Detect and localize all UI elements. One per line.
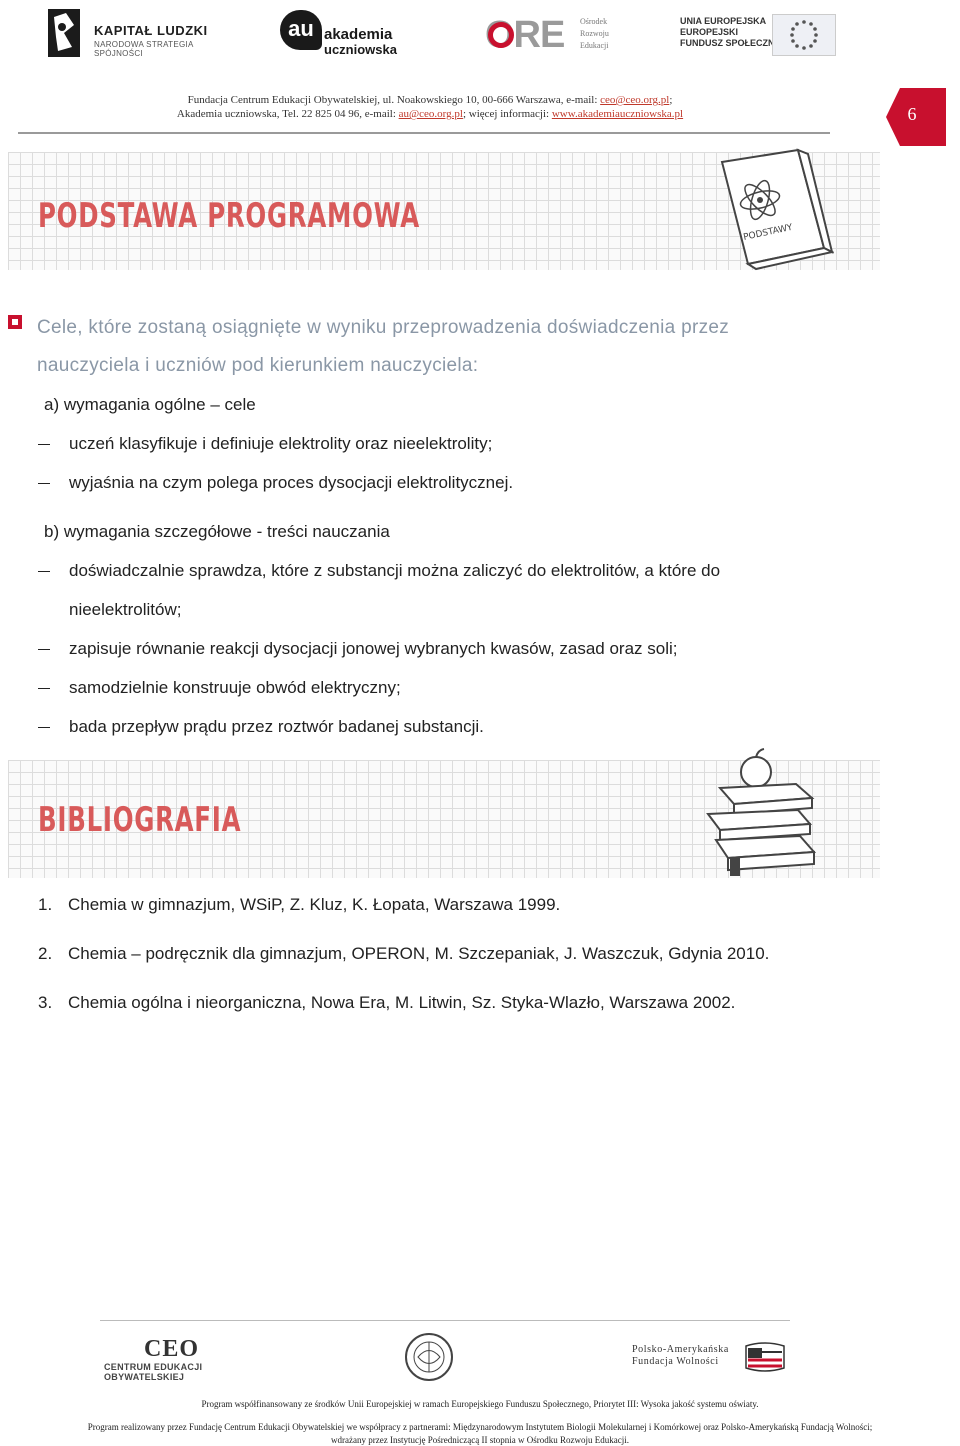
list-item: samodzielnie konstruuje obwód elektryczny; — [69, 678, 401, 697]
contact-au-text: Akademia uczniowska, Tel. 22 825 04 96, e-mail: — [176, 108, 399, 120]
list-item: wyjaśnia na czym polega proces dysocjacji elektrolitycznej. — [69, 473, 514, 492]
pafw-line: Polsko-Amerykańska — [632, 1344, 729, 1355]
list-dash — [38, 571, 50, 572]
list-dash — [38, 483, 50, 484]
detailed-requirements-label: b) wymagania szczegółowe - treści nauczania — [44, 522, 390, 541]
akademia-uczniowska-logo — [280, 10, 405, 58]
akademia-line2: uczniowska — [324, 42, 397, 57]
header-divider — [18, 132, 830, 134]
footer-cofinancing-note: Program współfinansowany ze środków Unii Europejskiej w ramach Europejskiego Funduszu Społecznego, Priorytet III: Wysoka jakość systemu oświaty. — [201, 1399, 759, 1409]
ore-mark: ORE — [485, 14, 565, 56]
ore-logo — [485, 12, 625, 56]
banner-title: PODSTAWA PROGRAMOWA — [38, 196, 420, 236]
list-item-continuation: nieelektrolitów; — [69, 600, 182, 619]
goals-heading-line: nauczyciela i uczniów pod kierunkiem nauczyciela: — [37, 355, 479, 376]
section-bullet-icon — [8, 315, 22, 329]
ore-text-line: Edukacji — [580, 41, 609, 50]
kapital-ludzki-logo — [40, 5, 230, 63]
au-email-link[interactable]: au@ceo.org.pl — [398, 108, 463, 120]
page-number: 6 — [907, 104, 917, 124]
pafw-text — [632, 1344, 729, 1368]
ue-text-line: FUNDUSZ SPOŁECZNY — [680, 38, 781, 48]
ue-text-line: EUROPEJSKI — [680, 27, 739, 37]
pafw-logo — [632, 1340, 792, 1380]
banner-title: BIBLIOGRAFIA — [38, 800, 242, 840]
bibliography-text: Chemia ogólna i nieorganiczna, Nowa Era, M. Litwin, Sz. Styka-Wlazło, Warszawa 2002. — [68, 993, 736, 1012]
ceo-mark: CEO — [144, 1336, 200, 1362]
header-logos — [0, 0, 960, 70]
bibliography-text: Chemia – podręcznik dla gimnazjum, OPERON, M. Szczepaniak, J. Waszczuk, Gdynia 2010. — [68, 944, 770, 963]
general-requirements-label: a) wymagania ogólne – cele — [44, 395, 256, 414]
list-dash — [38, 444, 50, 445]
list-item: bada przepływ prądu przez roztwór badanej substancji. — [69, 717, 484, 736]
ore-text-line: Ośrodek — [580, 17, 608, 26]
ore-ring-icon — [488, 22, 514, 48]
contact-line-ceo — [0, 94, 860, 106]
ue-text-line: UNIA EUROPEJSKA — [680, 16, 767, 26]
ore-text-line: Rozwoju — [580, 29, 609, 38]
bibliography-number: 2. — [38, 944, 53, 963]
contact-au-middle: ; więcej informacji: — [462, 108, 552, 120]
ceo-logo — [104, 1336, 264, 1382]
ceo-email-link[interactable]: ceo@ceo.org.pl — [600, 94, 670, 106]
list-dash — [38, 649, 50, 650]
goals-heading-line: Cele, które zostaną osiągnięte w wyniku przeprowadzenia doświadczenia przez — [37, 317, 730, 338]
footer-program-note: Program realizowany przez Fundację Centrum Edukacji Obywatelskiej we współpracy z partnerami: Międzynarodowym Instytutem Biologii Molekularnej i Komórkowej oraz Polsko-Amerykańską Fundacją Wolności; — [87, 1422, 873, 1432]
website-link[interactable]: www.akademiauczniowska.pl — [551, 108, 684, 120]
ue-text — [680, 16, 781, 49]
list-item: doświadczalnie sprawdza, które z substancji można zaliczyć do elektrolitów, a które do — [69, 561, 721, 580]
book-label: PODSTAWY — [742, 222, 794, 243]
pafw-flag-icon — [744, 1340, 786, 1374]
kapital-ludzki-emblem-icon — [44, 7, 84, 59]
contact-line-akademia — [0, 108, 860, 120]
contact-ceo-text: Fundacja Centrum Edukacji Obywatelskiej, ul. Noakowskiego 10, 00-666 Warszawa, e-mail: — [187, 94, 601, 106]
goals-heading — [37, 309, 907, 385]
akademia-badge: au — [280, 10, 322, 50]
footer-divider — [100, 1320, 790, 1321]
akademia-line1: akademia — [324, 26, 393, 43]
bibliography-number: 1. — [38, 895, 53, 914]
kapital-ludzki-subtitle: NARODOWA STRATEGIA SPÓJNOŚCI — [94, 40, 194, 58]
pafw-line: Fundacja Wolności — [632, 1356, 719, 1367]
list-item: uczeń klasyfikuje i definiuje elektrolity oraz nieelektrolity; — [69, 434, 493, 453]
kapital-ludzki-title: KAPITAŁ LUDZKI — [94, 23, 208, 38]
contact-ceo-suffix: ; — [669, 94, 673, 106]
ceo-name: CENTRUM EDUKACJI OBYWATELSKIEJ — [104, 1362, 203, 1382]
books-apple-icon — [700, 748, 822, 878]
footer-implementation-note: wdrażany przez Instytucję Pośredniczącą II stopnia w Ośrodku Rozwoju Edukacji. — [331, 1435, 629, 1445]
ue-efs-logo — [680, 14, 840, 54]
list-dash — [38, 688, 50, 689]
ore-text — [580, 16, 609, 52]
bibliography-number: 3. — [38, 993, 53, 1012]
institute-seal-icon — [404, 1332, 454, 1382]
eu-flag-icon — [772, 14, 836, 56]
list-item: zapisuje równanie reakcji dysocjacji jonowej wybranych kwasów, zasad oraz soli; — [69, 639, 678, 658]
list-dash — [38, 727, 50, 728]
book-atom-icon — [700, 148, 834, 272]
bibliography-text: Chemia w gimnazjum, WSiP, Z. Kluz, K. Łopata, Warszawa 1999. — [68, 895, 561, 914]
